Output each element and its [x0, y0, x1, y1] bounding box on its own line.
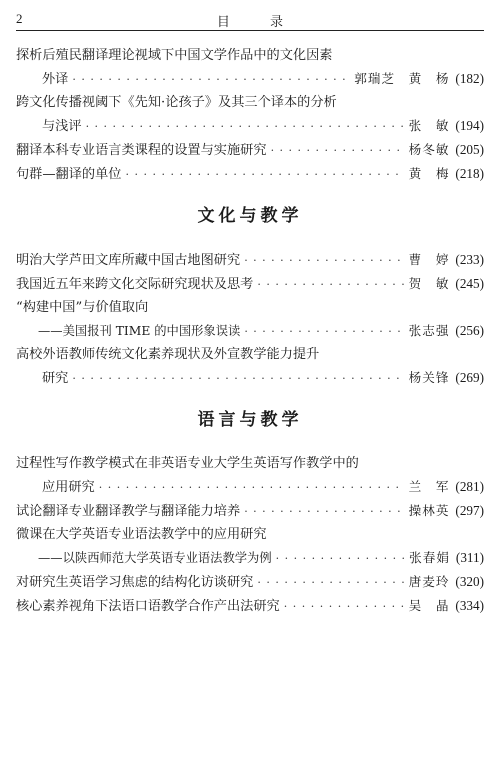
- entry-title-line: [16, 594, 484, 618]
- entry-title-text: 研究: [42, 371, 69, 386]
- dot-leader: [126, 163, 405, 186]
- dot-leader: [72, 68, 350, 91]
- section-title: 文化与教学: [197, 206, 303, 226]
- entry-continuation-line: [16, 475, 484, 499]
- toc-entry: [16, 272, 484, 296]
- header-title: 目 录: [216, 15, 302, 30]
- entry-title-text: 与浅评: [42, 119, 82, 134]
- toc-entry: [16, 499, 484, 523]
- toc-entry: [16, 248, 484, 272]
- entry-title-text: 我国近五年来跨文化交际研究现状及思考: [16, 277, 254, 292]
- dot-leader: [276, 547, 405, 570]
- entry-author: 杨关锋: [408, 370, 450, 385]
- dot-leader: [271, 139, 405, 162]
- toc-entry: [16, 343, 484, 390]
- entry-title-text: ——美国报刊 TIME 的中国形象误读: [38, 324, 241, 338]
- dot-leader: [99, 476, 405, 499]
- entry-title-text: 对研究生英语学习焦虑的结构化访谈研究: [16, 575, 254, 590]
- entry-title-line: [16, 523, 484, 546]
- toc-entry: [16, 570, 484, 594]
- entry-author: 唐麦玲: [408, 574, 450, 589]
- section-title: 语言与教学: [197, 410, 303, 430]
- dot-leader: [244, 500, 404, 523]
- toc-entry: [16, 452, 484, 499]
- entry-author: 贺 敏: [408, 276, 450, 291]
- entry-title-text: “构建中国”与价值取向: [16, 300, 149, 315]
- entry-page-number: (297): [455, 503, 484, 518]
- dot-leader: [284, 595, 405, 618]
- entry-continuation-line: [16, 366, 484, 390]
- entry-continuation-line: [16, 319, 484, 343]
- dot-leader: [244, 320, 404, 343]
- entry-page-number: (182): [455, 71, 484, 86]
- dot-leader: [257, 273, 404, 296]
- entry-page-number: (245): [455, 276, 484, 291]
- entry-title-line: [16, 570, 484, 594]
- toc-entry: [16, 44, 484, 91]
- entry-title-line: [16, 91, 484, 114]
- entry-title-text: 明治大学芦田文库所藏中国古地图研究: [16, 253, 241, 268]
- entry-title-line: [16, 343, 484, 366]
- entry-title-text: 试论翻译专业翻译教学与翻译能力培养: [16, 504, 241, 519]
- entry-page-number: (218): [455, 166, 484, 181]
- dot-leader: [244, 249, 404, 272]
- dot-leader: [86, 115, 405, 138]
- entry-author: 曹 婷: [408, 252, 450, 267]
- entry-continuation-line: [16, 67, 484, 91]
- entry-author: 杨冬敏: [408, 142, 450, 157]
- toc-entry: [16, 162, 484, 186]
- page-header: [16, 8, 484, 31]
- entry-page-number: (256): [455, 323, 484, 338]
- entry-author: 张春娟: [409, 550, 450, 565]
- entry-title-text: 外译: [42, 72, 69, 87]
- entry-title-line: [16, 138, 484, 162]
- entry-title-text: 翻译本科专业语言类课程的设置与实施研究: [16, 143, 267, 158]
- entry-title-line: [16, 248, 484, 272]
- toc-entry: [16, 138, 484, 162]
- page-number: 2: [16, 11, 23, 26]
- entry-author: 操林英: [408, 503, 450, 518]
- entry-title-text: ——以陕西师范大学英语专业语法教学为例: [38, 551, 272, 565]
- entry-page-number: (194): [455, 118, 484, 133]
- entry-author: 兰 军: [408, 479, 450, 494]
- entry-page-number: (281): [455, 479, 484, 494]
- entry-page-number: (334): [455, 598, 484, 613]
- entry-author: 郭瑞芝 黄 杨: [354, 71, 450, 86]
- toc-entry: [16, 523, 484, 570]
- table-of-contents: [16, 44, 484, 618]
- entry-author: 张志强: [408, 323, 450, 338]
- entry-title-text: 探析后殖民翻译理论视域下中国文学作品中的文化因素: [16, 48, 333, 63]
- entry-title-line: [16, 452, 484, 475]
- entry-author: 吴 晶: [408, 598, 450, 613]
- dot-leader: [72, 367, 404, 390]
- entry-page-number: (205): [455, 142, 484, 157]
- entry-title-text: 应用研究: [42, 480, 95, 495]
- entry-title-text: 跨文化传播视阈下《先知·论孩子》及其三个译本的分析: [16, 95, 337, 110]
- entry-page-number: (269): [455, 370, 484, 385]
- dot-leader: [257, 571, 404, 594]
- entry-author: 张 敏: [408, 118, 450, 133]
- entry-title-text: 句群—翻译的单位: [16, 167, 122, 182]
- entry-title-line: [16, 162, 484, 186]
- entry-title-line: [16, 272, 484, 296]
- entry-page-number: (233): [455, 252, 484, 267]
- entry-page-number: (320): [455, 574, 484, 589]
- entry-title-line: [16, 296, 484, 319]
- entry-title-line: [16, 499, 484, 523]
- entry-page-number: (311): [455, 550, 484, 565]
- entry-title-text: 核心素养视角下法语口语教学合作产出法研究: [16, 599, 280, 614]
- entry-continuation-line: [16, 114, 484, 138]
- toc-entry: [16, 296, 484, 343]
- entry-title-text: 过程性写作教学模式在非英语专业大学生英语写作教学中的: [16, 456, 359, 471]
- toc-entry: [16, 594, 484, 618]
- entry-title-text: 高校外语教师传统文化素养现状及外宣教学能力提升: [16, 347, 320, 362]
- entry-title-line: [16, 44, 484, 67]
- entry-author: 黄 梅: [408, 166, 450, 181]
- entry-title-text: 微课在大学英语专业语法教学中的应用研究: [16, 527, 267, 542]
- toc-entry: [16, 91, 484, 138]
- entry-continuation-line: [16, 546, 484, 570]
